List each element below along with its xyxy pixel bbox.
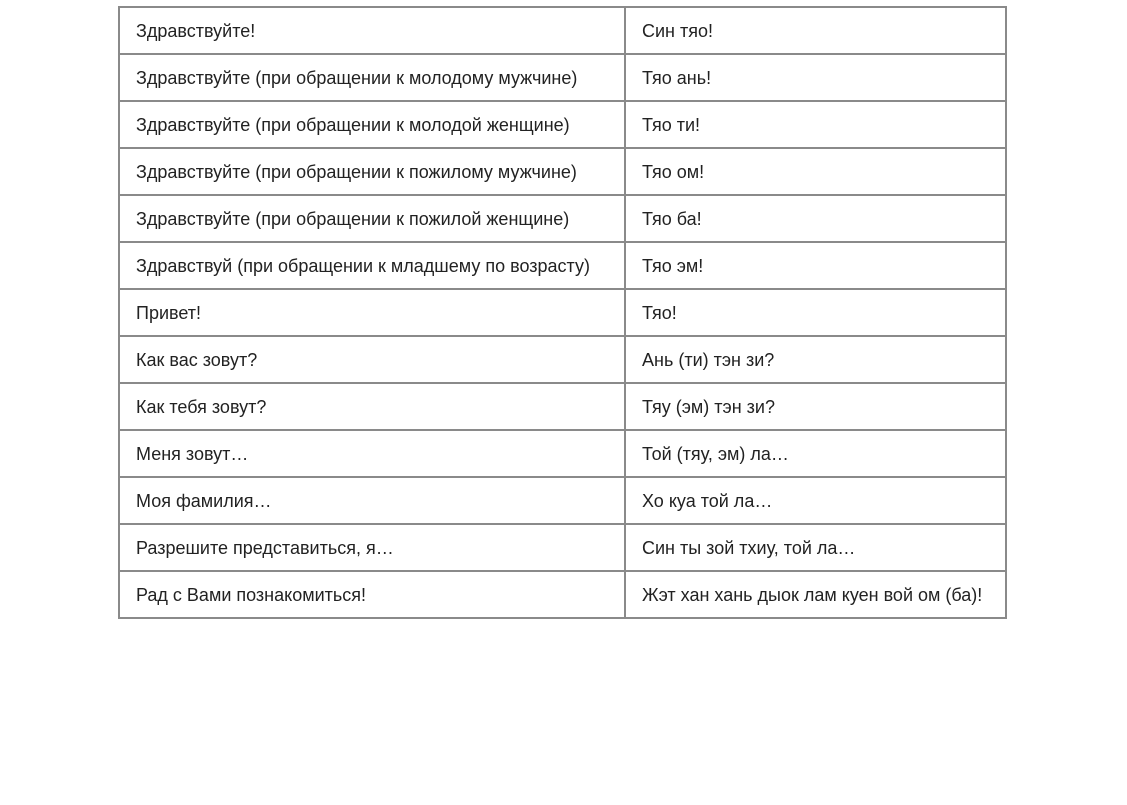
russian-phrase: Как тебя зовут? (119, 383, 625, 430)
russian-phrase: Здравствуйте (при обращении к молодой женщине) (119, 101, 625, 148)
russian-phrase: Рад с Вами познакомиться! (119, 571, 625, 618)
russian-phrase: Здравствуйте (при обращении к пожилому мужчине) (119, 148, 625, 195)
vietnamese-phrase: Тяо! (625, 289, 1006, 336)
vietnamese-phrase: Тяо ань! (625, 54, 1006, 101)
table-row (119, 571, 1006, 618)
vietnamese-phrase: Хо куа той ла… (625, 477, 1006, 524)
russian-phrase: Здравствуйте (при обращении к пожилой женщине) (119, 195, 625, 242)
vietnamese-phrase: Тяу (эм) тэн зи? (625, 383, 1006, 430)
vietnamese-phrase: Син ты зой тхиу, той ла… (625, 524, 1006, 571)
table-row (119, 477, 1006, 524)
vietnamese-phrase: Ань (ти) тэн зи? (625, 336, 1006, 383)
table-row (119, 7, 1006, 54)
russian-phrase: Моя фамилия… (119, 477, 625, 524)
vietnamese-phrase: Той (тяу, эм) ла… (625, 430, 1006, 477)
russian-phrase: Здравствуйте! (119, 7, 625, 54)
vietnamese-phrase: Тяо эм! (625, 242, 1006, 289)
russian-phrase: Разрешите представиться, я… (119, 524, 625, 571)
russian-phrase: Как вас зовут? (119, 336, 625, 383)
table-row (119, 430, 1006, 477)
table-row (119, 195, 1006, 242)
phrase-table (118, 6, 1007, 619)
table-row (119, 336, 1006, 383)
vietnamese-phrase: Тяо ба! (625, 195, 1006, 242)
table-row (119, 289, 1006, 336)
table-row (119, 148, 1006, 195)
table-row (119, 383, 1006, 430)
vietnamese-phrase: Тяо ом! (625, 148, 1006, 195)
table-row (119, 242, 1006, 289)
table-row (119, 54, 1006, 101)
table-row (119, 524, 1006, 571)
table-row (119, 101, 1006, 148)
vietnamese-phrase: Син тяо! (625, 7, 1006, 54)
russian-phrase: Меня зовут… (119, 430, 625, 477)
russian-phrase: Здравствуйте (при обращении к молодому мужчине) (119, 54, 625, 101)
vietnamese-phrase: Тяо ти! (625, 101, 1006, 148)
russian-phrase: Привет! (119, 289, 625, 336)
vietnamese-phrase: Жэт хан хань дыок лам куен вой ом (ба)! (625, 571, 1006, 618)
russian-phrase: Здравствуй (при обращении к младшему по возрасту) (119, 242, 625, 289)
